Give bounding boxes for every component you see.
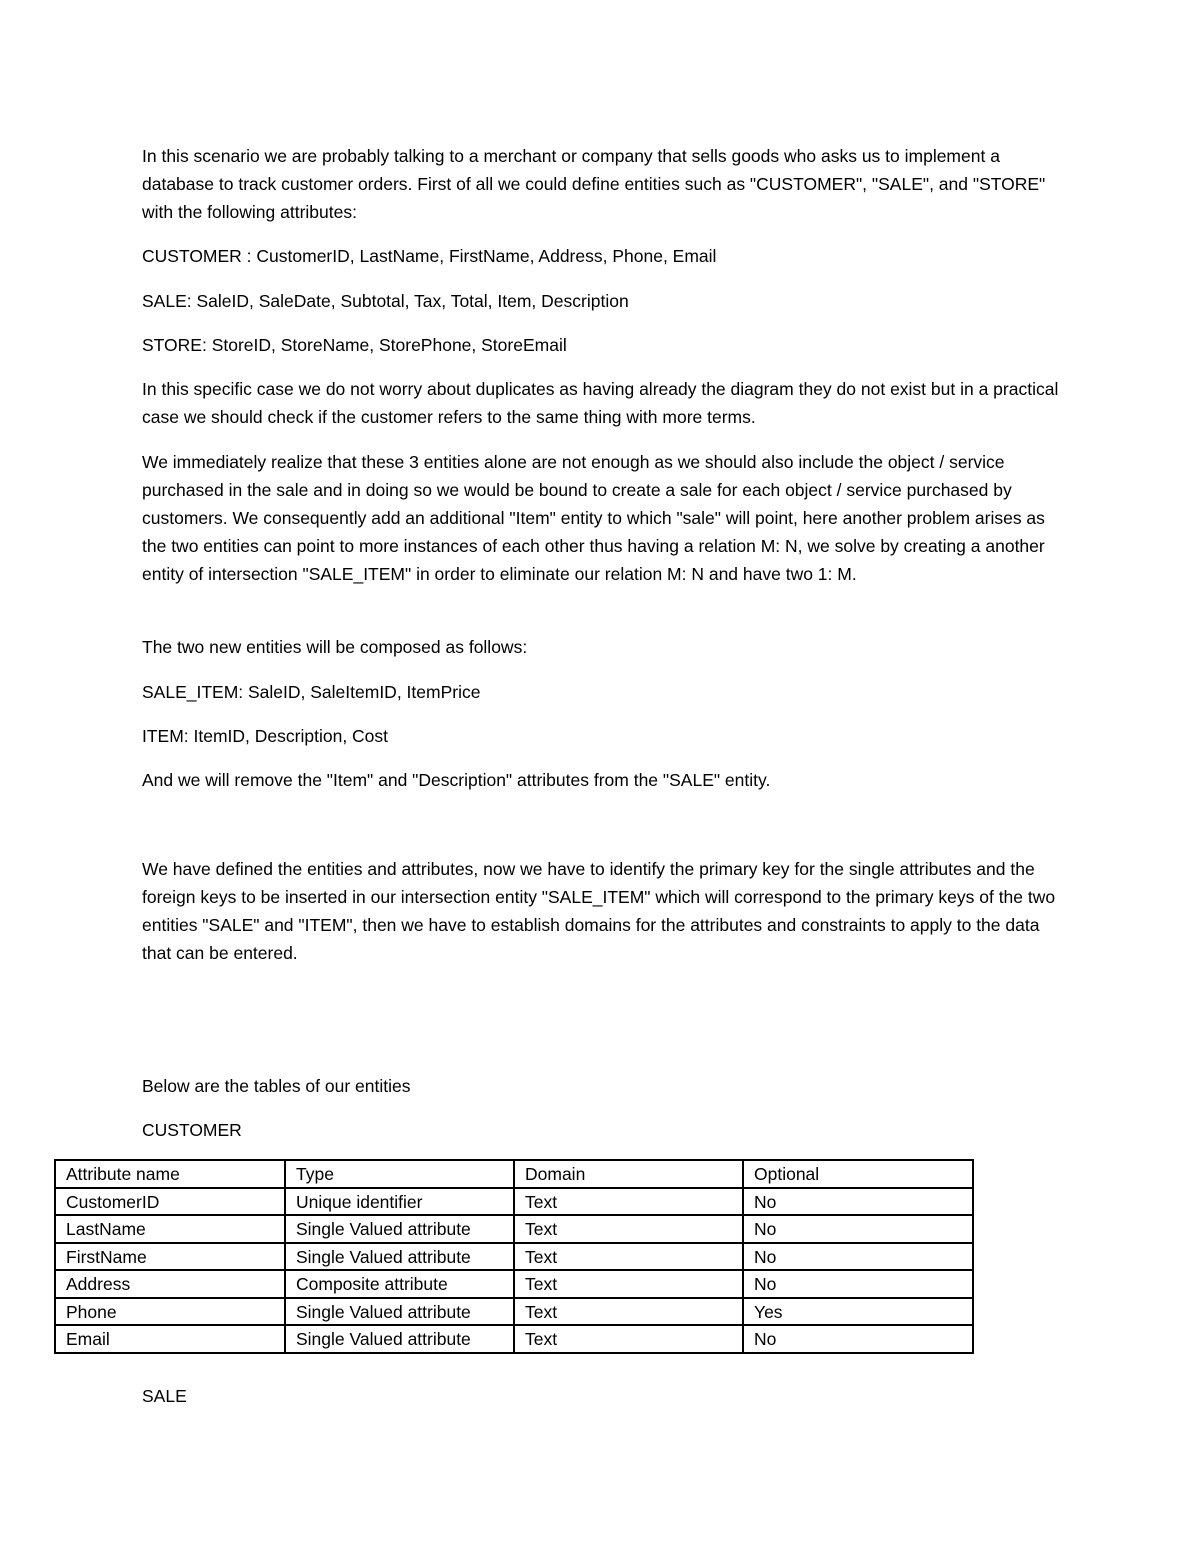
duplicates-paragraph: In this specific case we do not worry about duplicates as having already the diagram they do not exist but in a practical case we should check if the customer refers to the same thing with more terms. [142, 379, 1059, 427]
table-row [55, 1325, 973, 1353]
table-cell: Phone [55, 1298, 285, 1326]
table-row [55, 1215, 973, 1243]
table-row [55, 1270, 973, 1298]
intro-paragraph: In this scenario we are probably talking to a merchant or company that sells goods who asks us to implement a database to track customer orders. First of all we could define entities such as "CUSTOMER", "SALE", and "STORE" with the following attributes: [142, 146, 1046, 222]
header-cell: Domain [514, 1160, 743, 1188]
table-cell: No [743, 1270, 973, 1298]
table-cell: Address [55, 1270, 285, 1298]
sale-table-caption: SALE [142, 1386, 187, 1406]
table-cell: CustomerID [55, 1188, 285, 1216]
table-header-row [55, 1160, 973, 1188]
header-cell: Attribute name [55, 1160, 285, 1188]
sale-item-attributes-line: SALE_ITEM: SaleID, SaleItemID, ItemPrice [142, 682, 481, 702]
table-cell: Single Valued attribute [285, 1325, 514, 1353]
sale-attributes-line: SALE: SaleID, SaleDate, Subtotal, Tax, Total, Item, Description [142, 291, 629, 311]
customer-table [54, 1159, 974, 1354]
table-cell: FirstName [55, 1243, 285, 1271]
table-cell: Single Valued attribute [285, 1243, 514, 1271]
remove-attributes-line: And we will remove the "Item" and "Description" attributes from the "SALE" entity. [142, 770, 771, 790]
new-entities-intro: The two new entities will be composed as follows: [142, 637, 528, 657]
header-cell: Optional [743, 1160, 973, 1188]
table-cell: LastName [55, 1215, 285, 1243]
table-cell: Single Valued attribute [285, 1215, 514, 1243]
table-row [55, 1243, 973, 1271]
table-cell: Email [55, 1325, 285, 1353]
table-cell: No [743, 1188, 973, 1216]
table-cell: Text [514, 1188, 743, 1216]
table-cell: Text [514, 1298, 743, 1326]
customer-table-container [54, 1159, 974, 1354]
customer-attributes-line: CUSTOMER : CustomerID, LastName, FirstName, Address, Phone, Email [142, 246, 717, 266]
table-cell: Text [514, 1325, 743, 1353]
realize-paragraph: We immediately realize that these 3 entities alone are not enough as we should also include the object / service purchased in the sale and in doing so we would be bound to create a sale for each object / service purchased by customers. We consequently add an additional "Item" entity to which "sale" will point, here another problem arises as the two entities can point to more instances of each other thus having a relation M: N, we solve by creating a another entity of intersection "SALE_ITEM" in order to eliminate our relation M: N and have two 1: M. [142, 452, 1045, 584]
table-cell: Yes [743, 1298, 973, 1326]
table-cell: Text [514, 1243, 743, 1271]
table-row [55, 1298, 973, 1326]
table-cell: Text [514, 1270, 743, 1298]
table-cell: Unique identifier [285, 1188, 514, 1216]
tables-intro: Below are the tables of our entities [142, 1076, 411, 1096]
table-cell: Composite attribute [285, 1270, 514, 1298]
table-row [55, 1188, 973, 1216]
table-cell: No [743, 1215, 973, 1243]
store-attributes-line: STORE: StoreID, StoreName, StorePhone, StoreEmail [142, 335, 567, 355]
keys-paragraph: We have defined the entities and attributes, now we have to identify the primary key for the single attributes and the foreign keys to be inserted in our intersection entity "SALE_ITEM" which will correspond to the primary keys of the two entities "SALE" and "ITEM", then we have to establish domains for the attributes and constraints to apply to the data that can be entered. [142, 859, 1056, 963]
customer-table-caption: CUSTOMER [142, 1120, 242, 1140]
item-attributes-line: ITEM: ItemID, Description, Cost [142, 726, 389, 746]
table-cell: Single Valued attribute [285, 1298, 514, 1326]
header-cell: Type [285, 1160, 514, 1188]
table-cell: Text [514, 1215, 743, 1243]
table-cell: No [743, 1243, 973, 1271]
table-cell: No [743, 1325, 973, 1353]
